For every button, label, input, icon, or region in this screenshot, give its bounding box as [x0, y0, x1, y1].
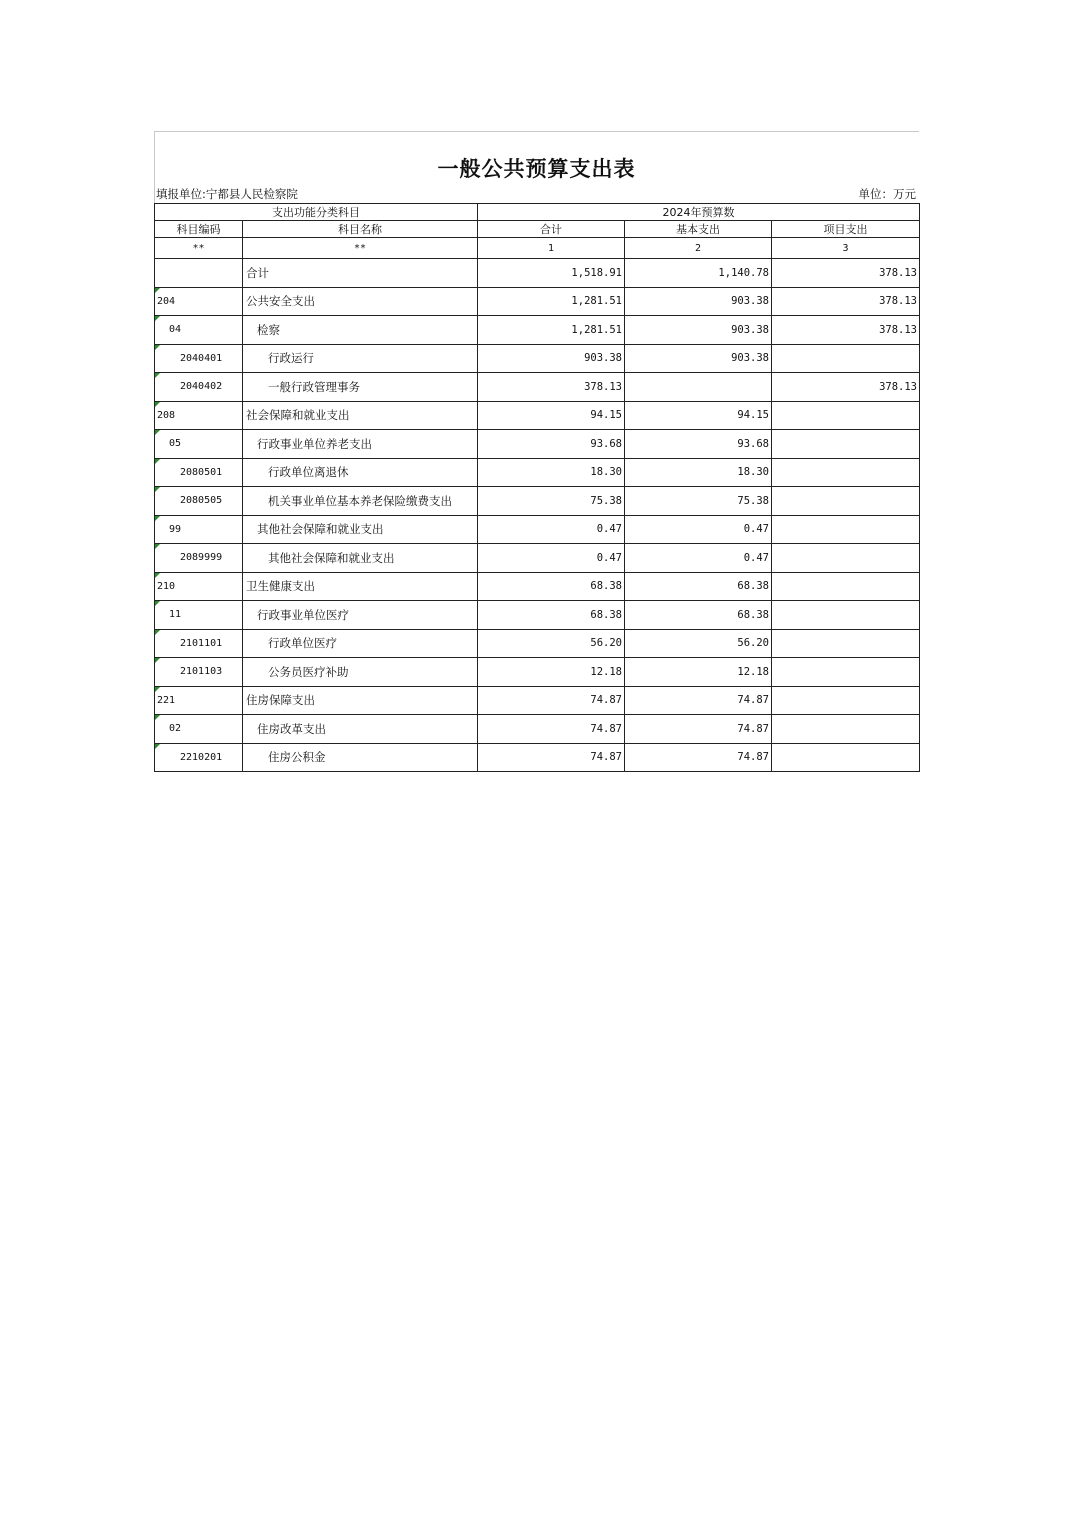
row-name: 行政事业单位医疗 — [243, 601, 478, 630]
row-project — [772, 487, 920, 516]
header-code: 科目编码 — [155, 221, 243, 238]
table-row — [155, 344, 920, 373]
row-basic: 56.20 — [625, 629, 772, 658]
row-name: 行政单位离退休 — [243, 458, 478, 487]
cell-marker-icon — [155, 544, 160, 549]
table-row — [155, 373, 920, 402]
table-row — [155, 658, 920, 687]
row-code: 02 — [155, 715, 243, 744]
row-code: 221 — [155, 686, 243, 715]
row-basic — [625, 373, 772, 402]
cell-marker-icon — [155, 573, 160, 578]
table-row — [155, 572, 920, 601]
row-code: 2040402 — [155, 373, 243, 402]
row-name: 公务员医疗补助 — [243, 658, 478, 687]
row-basic: 74.87 — [625, 715, 772, 744]
table-row — [155, 287, 920, 316]
row-total: 903.38 — [478, 344, 625, 373]
cell-marker-icon — [155, 601, 160, 606]
header-name: 科目名称 — [243, 221, 478, 238]
table-row — [155, 316, 920, 345]
row-code: 2101101 — [155, 629, 243, 658]
cell-marker-icon — [155, 516, 160, 521]
row-project — [772, 430, 920, 459]
cell-marker-icon — [155, 487, 160, 492]
row-basic: 903.38 — [625, 316, 772, 345]
row-code: 2040401 — [155, 344, 243, 373]
row-basic: 1,140.78 — [625, 259, 772, 288]
table-row — [155, 458, 920, 487]
row-basic: 75.38 — [625, 487, 772, 516]
row-total: 12.18 — [478, 658, 625, 687]
cell-marker-icon — [155, 715, 160, 720]
row-code: 204 — [155, 287, 243, 316]
row-basic: 74.87 — [625, 686, 772, 715]
row-code: 2080505 — [155, 487, 243, 516]
row-total: 1,281.51 — [478, 316, 625, 345]
row-name: 社会保障和就业支出 — [243, 401, 478, 430]
row-project — [772, 715, 920, 744]
cell-marker-icon — [155, 744, 160, 749]
row-code: 2089999 — [155, 544, 243, 573]
row-basic: 0.47 — [625, 544, 772, 573]
row-project — [772, 458, 920, 487]
table-row — [155, 686, 920, 715]
row-name: 行政运行 — [243, 344, 478, 373]
row-total: 1,518.91 — [478, 259, 625, 288]
row-code: 210 — [155, 572, 243, 601]
row-name: 机关事业单位基本养老保险缴费支出 — [243, 487, 478, 516]
row-basic: 74.87 — [625, 743, 772, 772]
index-basic: 2 — [625, 238, 772, 259]
row-project — [772, 686, 920, 715]
row-project — [772, 658, 920, 687]
table-row — [155, 259, 920, 288]
row-total: 68.38 — [478, 601, 625, 630]
row-basic: 94.15 — [625, 401, 772, 430]
cell-marker-icon — [155, 459, 160, 464]
row-total: 94.15 — [478, 401, 625, 430]
row-total: 93.68 — [478, 430, 625, 459]
row-project — [772, 743, 920, 772]
row-code: 99 — [155, 515, 243, 544]
header-group-left: 支出功能分类科目 — [155, 204, 478, 221]
row-project: 378.13 — [772, 259, 920, 288]
row-code: 208 — [155, 401, 243, 430]
row-code: 2210201 — [155, 743, 243, 772]
row-project — [772, 515, 920, 544]
row-basic: 68.38 — [625, 572, 772, 601]
row-total: 74.87 — [478, 715, 625, 744]
header-project: 项目支出 — [772, 221, 920, 238]
row-project — [772, 344, 920, 373]
row-name: 住房保障支出 — [243, 686, 478, 715]
cell-marker-icon — [155, 687, 160, 692]
row-name: 住房公积金 — [243, 743, 478, 772]
row-total: 68.38 — [478, 572, 625, 601]
row-name: 检察 — [243, 316, 478, 345]
cell-marker-icon — [155, 430, 160, 435]
budget-table — [154, 203, 920, 772]
row-code — [155, 259, 243, 288]
row-total: 74.87 — [478, 743, 625, 772]
row-code: 2080501 — [155, 458, 243, 487]
row-total: 378.13 — [478, 373, 625, 402]
cell-marker-icon — [155, 630, 160, 635]
row-total: 0.47 — [478, 515, 625, 544]
cell-marker-icon — [155, 316, 160, 321]
row-total: 74.87 — [478, 686, 625, 715]
cell-marker-icon — [155, 373, 160, 378]
row-code: 05 — [155, 430, 243, 459]
row-basic: 903.38 — [625, 287, 772, 316]
sheet-top-rule — [154, 131, 919, 132]
row-project — [772, 572, 920, 601]
row-name: 其他社会保障和就业支出 — [243, 515, 478, 544]
row-total: 56.20 — [478, 629, 625, 658]
row-basic: 18.30 — [625, 458, 772, 487]
header-row-index — [155, 238, 920, 259]
row-project: 378.13 — [772, 373, 920, 402]
fill-unit-label: 填报单位:宁都县人民检察院 — [156, 187, 298, 201]
row-project — [772, 544, 920, 573]
cell-marker-icon — [155, 288, 160, 293]
row-basic: 903.38 — [625, 344, 772, 373]
row-project: 378.13 — [772, 287, 920, 316]
header-basic: 基本支出 — [625, 221, 772, 238]
row-code: 2101103 — [155, 658, 243, 687]
cell-marker-icon — [155, 402, 160, 407]
row-project — [772, 629, 920, 658]
table-row — [155, 743, 920, 772]
table-row — [155, 401, 920, 430]
row-code: 04 — [155, 316, 243, 345]
row-basic: 93.68 — [625, 430, 772, 459]
row-name: 卫生健康支出 — [243, 572, 478, 601]
table-row — [155, 515, 920, 544]
row-name: 其他社会保障和就业支出 — [243, 544, 478, 573]
row-code: 11 — [155, 601, 243, 630]
row-name: 合计 — [243, 259, 478, 288]
row-project: 378.13 — [772, 316, 920, 345]
table-row — [155, 629, 920, 658]
row-total: 1,281.51 — [478, 287, 625, 316]
index-code: ** — [155, 238, 243, 259]
header-row-columns — [155, 221, 920, 238]
row-project — [772, 601, 920, 630]
row-name: 一般行政管理事务 — [243, 373, 478, 402]
row-basic: 12.18 — [625, 658, 772, 687]
index-name: ** — [243, 238, 478, 259]
index-project: 3 — [772, 238, 920, 259]
table-row — [155, 715, 920, 744]
header-total: 合计 — [478, 221, 625, 238]
unit-label: 单位：万元 — [858, 187, 916, 201]
table-row — [155, 544, 920, 573]
row-name: 行政事业单位养老支出 — [243, 430, 478, 459]
table-row — [155, 487, 920, 516]
row-name: 行政单位医疗 — [243, 629, 478, 658]
row-project — [772, 401, 920, 430]
table-row — [155, 601, 920, 630]
row-total: 18.30 — [478, 458, 625, 487]
header-row-group — [155, 204, 920, 221]
row-total: 75.38 — [478, 487, 625, 516]
row-basic: 68.38 — [625, 601, 772, 630]
page-title: 一般公共预算支出表 — [437, 156, 636, 181]
row-name: 公共安全支出 — [243, 287, 478, 316]
cell-marker-icon — [155, 658, 160, 663]
row-name: 住房改革支出 — [243, 715, 478, 744]
row-total: 0.47 — [478, 544, 625, 573]
index-total: 1 — [478, 238, 625, 259]
cell-marker-icon — [155, 345, 160, 350]
row-basic: 0.47 — [625, 515, 772, 544]
header-group-right: 2024年预算数 — [478, 204, 920, 221]
table-row — [155, 430, 920, 459]
